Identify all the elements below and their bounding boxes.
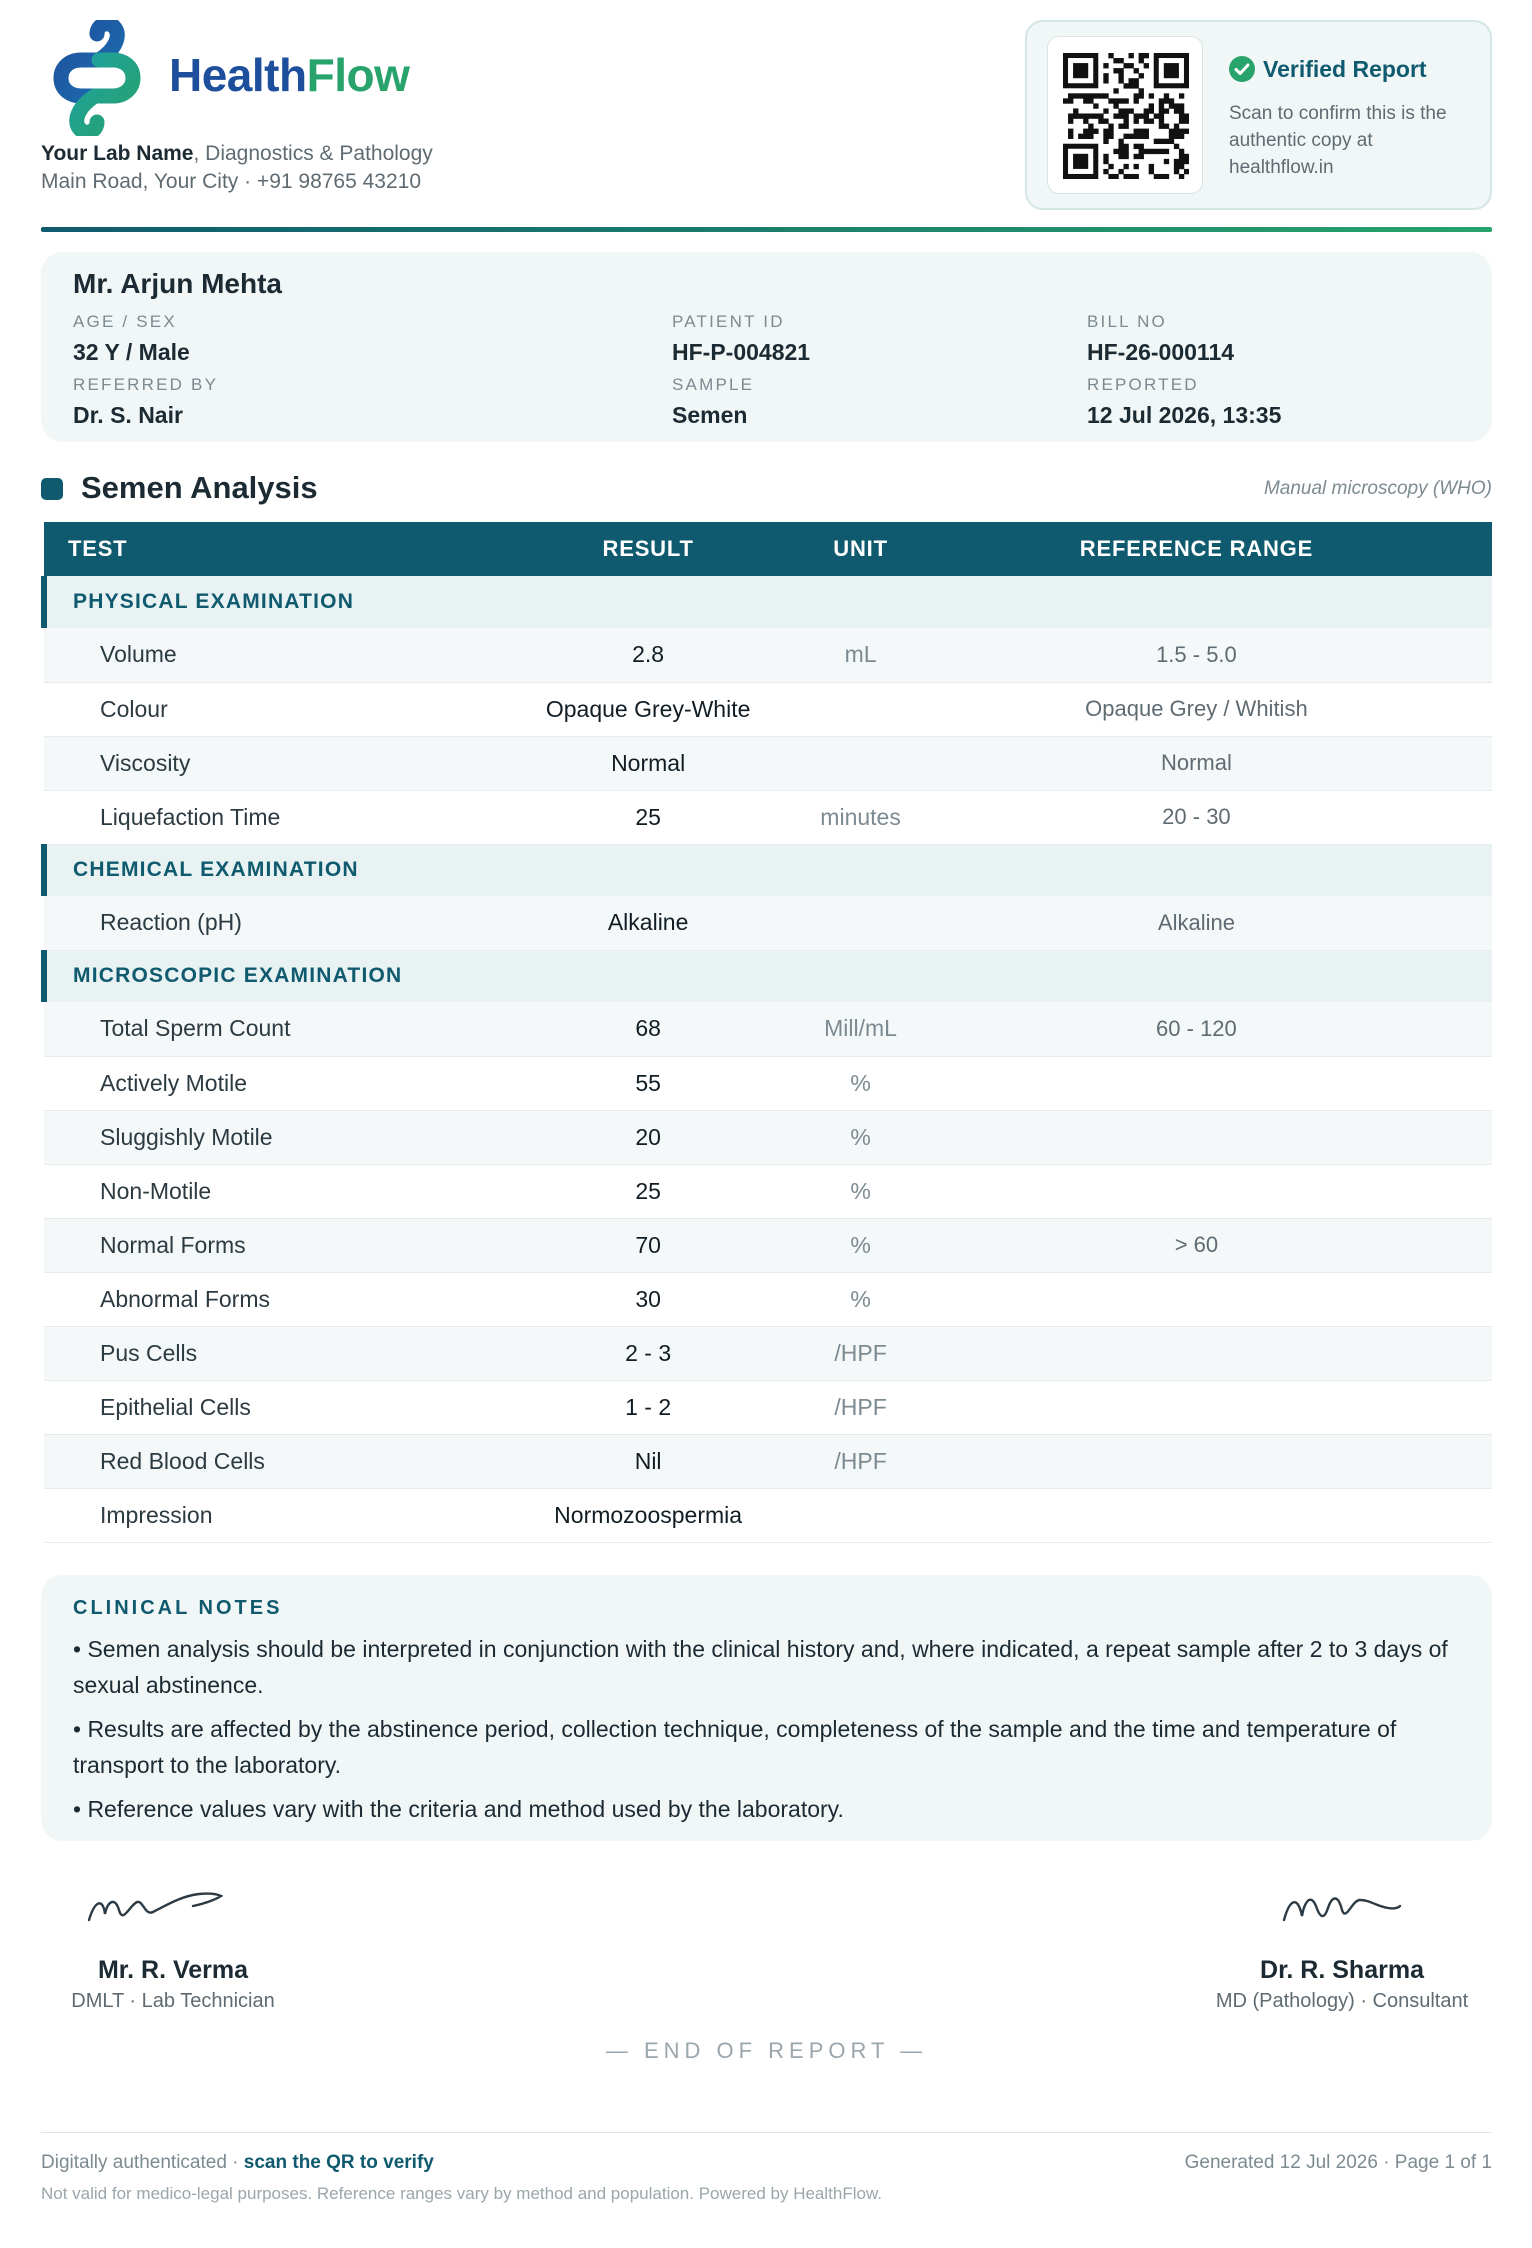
group-label: PHYSICAL EXAMINATION <box>44 576 1492 628</box>
header-reference-range: REFERENCE RANGE <box>901 522 1492 576</box>
group-row <box>44 844 1492 896</box>
table-row <box>44 1272 1492 1326</box>
field-bill-no <box>1087 312 1234 366</box>
cell-test: Viscosity <box>44 736 476 790</box>
signature-consultant <box>1192 1880 1492 2010</box>
footer-generated: Generated 12 Jul 2026 · Page 1 of 1 <box>1184 2152 1492 2173</box>
cell-reference <box>901 1164 1492 1218</box>
cell-test: Total Sperm Count <box>44 1002 476 1056</box>
signatory-name: Dr. R. Sharma <box>1260 1956 1424 1984</box>
field-sample <box>672 375 754 429</box>
end-of-report: — END OF REPORT — <box>605 2038 928 2063</box>
cell-test: Red Blood Cells <box>44 1434 476 1488</box>
field-value: HF-P-004821 <box>672 339 811 365</box>
cell-unit: % <box>820 1056 901 1110</box>
table-row <box>44 1380 1492 1434</box>
cell-result: 1 - 2 <box>476 1380 820 1434</box>
cell-test: Abnormal Forms <box>44 1272 476 1326</box>
cell-test: Non-Motile <box>44 1164 476 1218</box>
results-table <box>41 522 1492 1543</box>
field-label: REPORTED <box>1087 375 1199 394</box>
table-row <box>44 1434 1492 1488</box>
brand-word-health: Health <box>169 49 307 101</box>
cell-test: Reaction (pH) <box>44 896 476 950</box>
verified-title-text: Verified Report <box>1263 56 1427 82</box>
qr-code[interactable] <box>1047 36 1203 194</box>
cell-unit: Mill/mL <box>820 1002 901 1056</box>
report-page <box>41 0 1492 2248</box>
cell-test: Pus Cells <box>44 1326 476 1380</box>
signature-image <box>1280 1880 1420 1930</box>
patient-name: Mr. Arjun Mehta <box>73 268 282 299</box>
cell-unit: mL <box>820 628 901 682</box>
lab-suffix: , Diagnostics & Pathology <box>193 142 433 165</box>
note-item: • Results are affected by the abstinence period, collection technique, completeness of the sample and the time and temperature of transport to the laboratory. <box>73 1716 1397 1778</box>
brand-logo <box>41 20 421 138</box>
cell-result: 30 <box>476 1272 820 1326</box>
cell-result: Normozoospermia <box>476 1488 820 1542</box>
cell-result: Normal <box>476 736 820 790</box>
signatory-name: Mr. R. Verma <box>97 1956 249 1984</box>
table-row <box>44 790 1492 844</box>
cell-reference <box>901 1272 1492 1326</box>
verified-title <box>1229 56 1427 83</box>
report-header <box>41 18 1492 218</box>
field-age-sex <box>73 312 190 366</box>
patient-card <box>41 252 1492 442</box>
group-row <box>44 950 1492 1002</box>
cell-reference <box>901 1110 1492 1164</box>
cell-unit: % <box>820 1272 901 1326</box>
notes-list <box>73 1631 1463 1835</box>
cell-result: 25 <box>476 790 820 844</box>
cell-result: Opaque Grey-White <box>476 682 820 736</box>
cell-unit <box>820 682 901 736</box>
signature-technician <box>41 1880 341 2010</box>
cell-result: 20 <box>476 1110 820 1164</box>
header-divider <box>41 227 1492 232</box>
table-row <box>44 896 1492 950</box>
table-row <box>44 628 1492 682</box>
table-row <box>44 1488 1492 1542</box>
field-label: REFERRED BY <box>73 375 219 394</box>
footer-verify-link[interactable]: scan the QR to verify <box>243 2152 434 2173</box>
footer-divider <box>41 2132 1492 2133</box>
cell-test: Sluggishly Motile <box>44 1110 476 1164</box>
field-value: Dr. S. Nair <box>73 402 183 428</box>
table-header-row <box>44 522 1492 576</box>
cell-unit: /HPF <box>820 1326 901 1380</box>
cell-unit: % <box>820 1164 901 1218</box>
section-title: Semen Analysis <box>81 470 318 505</box>
cell-reference: Alkaline <box>901 896 1492 950</box>
lab-name: Your Lab Name <box>41 142 194 165</box>
field-reported <box>1087 375 1281 429</box>
header-test: TEST <box>44 522 476 576</box>
lab-name-line <box>41 142 433 166</box>
cell-reference <box>901 1056 1492 1110</box>
field-value: 12 Jul 2026, 13:35 <box>1087 402 1282 428</box>
cell-unit <box>820 1488 901 1542</box>
field-label: BILL NO <box>1087 312 1167 331</box>
field-value: 32 Y / Male <box>73 339 190 365</box>
verified-description: Scan to confirm this is the authentic copy at healthflow.in <box>1229 103 1447 178</box>
cell-test: Actively Motile <box>44 1056 476 1110</box>
clinical-notes <box>41 1575 1492 1841</box>
cell-test: Colour <box>44 682 476 736</box>
section-header <box>41 468 1492 510</box>
table-row <box>44 1326 1492 1380</box>
cell-result: 55 <box>476 1056 820 1110</box>
field-value: HF-26-000114 <box>1087 339 1235 365</box>
cell-reference <box>901 1488 1492 1542</box>
table-row <box>44 1110 1492 1164</box>
check-circle-icon <box>1229 56 1255 82</box>
brand-wordmark <box>169 48 409 102</box>
cell-unit <box>820 736 901 790</box>
note-item: • Semen analysis should be interpreted in conjunction with the clinical history and, where indicated, a repeat sample after 2 to 3 days of sexual abstinence. <box>73 1636 1448 1698</box>
section-marker-icon <box>41 478 63 500</box>
field-label: PATIENT ID <box>672 312 785 331</box>
qr-code-icon <box>1063 53 1189 179</box>
header-unit: UNIT <box>820 522 901 576</box>
cell-reference: 20 - 30 <box>901 790 1492 844</box>
cell-reference <box>901 1434 1492 1488</box>
group-label: CHEMICAL EXAMINATION <box>44 844 1492 896</box>
cell-result: 68 <box>476 1002 820 1056</box>
table-row <box>44 1056 1492 1110</box>
cell-result: 70 <box>476 1218 820 1272</box>
cell-reference: 1.5 - 5.0 <box>901 628 1492 682</box>
cell-reference <box>901 1380 1492 1434</box>
cell-reference: Opaque Grey / Whitish <box>901 682 1492 736</box>
signature-image <box>85 1880 245 1930</box>
footer-disclaimer: Not valid for medico-legal purposes. Reference ranges vary by method and population. Powered by HealthFlow. <box>41 2184 883 2203</box>
cell-test: Volume <box>44 628 476 682</box>
field-referred-by <box>73 375 218 429</box>
table-row <box>44 1164 1492 1218</box>
table-row <box>44 682 1492 736</box>
cell-result: Alkaline <box>476 896 820 950</box>
verification-card <box>1025 20 1492 210</box>
cell-result: Nil <box>476 1434 820 1488</box>
cell-unit: % <box>820 1110 901 1164</box>
footer-auth-text: Digitally authenticated · <box>41 2152 244 2173</box>
cell-unit: /HPF <box>820 1380 901 1434</box>
lab-address: Main Road, Your City · +91 98765 43210 <box>41 170 422 193</box>
table-row <box>44 736 1492 790</box>
cell-reference: Normal <box>901 736 1492 790</box>
notes-title: CLINICAL NOTES <box>73 1597 283 1619</box>
cell-result: 2 - 3 <box>476 1326 820 1380</box>
field-value: Semen <box>672 402 748 428</box>
cell-unit: minutes <box>820 790 901 844</box>
cell-test: Epithelial Cells <box>44 1380 476 1434</box>
cell-unit <box>820 896 901 950</box>
signatory-role: MD (Pathology) · Consultant <box>1215 1990 1469 2012</box>
cell-reference: 60 - 120 <box>901 1002 1492 1056</box>
brand-word-flow: Flow <box>306 49 410 101</box>
table-row <box>44 1218 1492 1272</box>
group-label: MICROSCOPIC EXAMINATION <box>44 950 1492 1002</box>
field-label: AGE / SEX <box>73 312 177 331</box>
cell-result: 25 <box>476 1164 820 1218</box>
group-row <box>44 576 1492 628</box>
cell-test: Normal Forms <box>44 1218 476 1272</box>
cell-reference: > 60 <box>901 1218 1492 1272</box>
footer-authentication <box>41 2152 434 2174</box>
cell-result: 2.8 <box>476 628 820 682</box>
cell-test: Liquefaction Time <box>44 790 476 844</box>
note-item: • Reference values vary with the criteria and method used by the laboratory. <box>73 1796 844 1822</box>
section-method: Manual microscopy (WHO) <box>1263 478 1492 499</box>
cell-reference <box>901 1326 1492 1380</box>
results-body <box>44 576 1492 1542</box>
cell-unit: /HPF <box>820 1434 901 1488</box>
header-result: RESULT <box>476 522 820 576</box>
signatory-role: DMLT · Lab Technician <box>71 1990 275 2012</box>
cell-unit: % <box>820 1218 901 1272</box>
table-row <box>44 1002 1492 1056</box>
cell-test: Impression <box>44 1488 476 1542</box>
healthflow-logo-icon <box>41 20 153 136</box>
field-label: SAMPLE <box>672 375 755 394</box>
field-patient-id <box>672 312 810 366</box>
